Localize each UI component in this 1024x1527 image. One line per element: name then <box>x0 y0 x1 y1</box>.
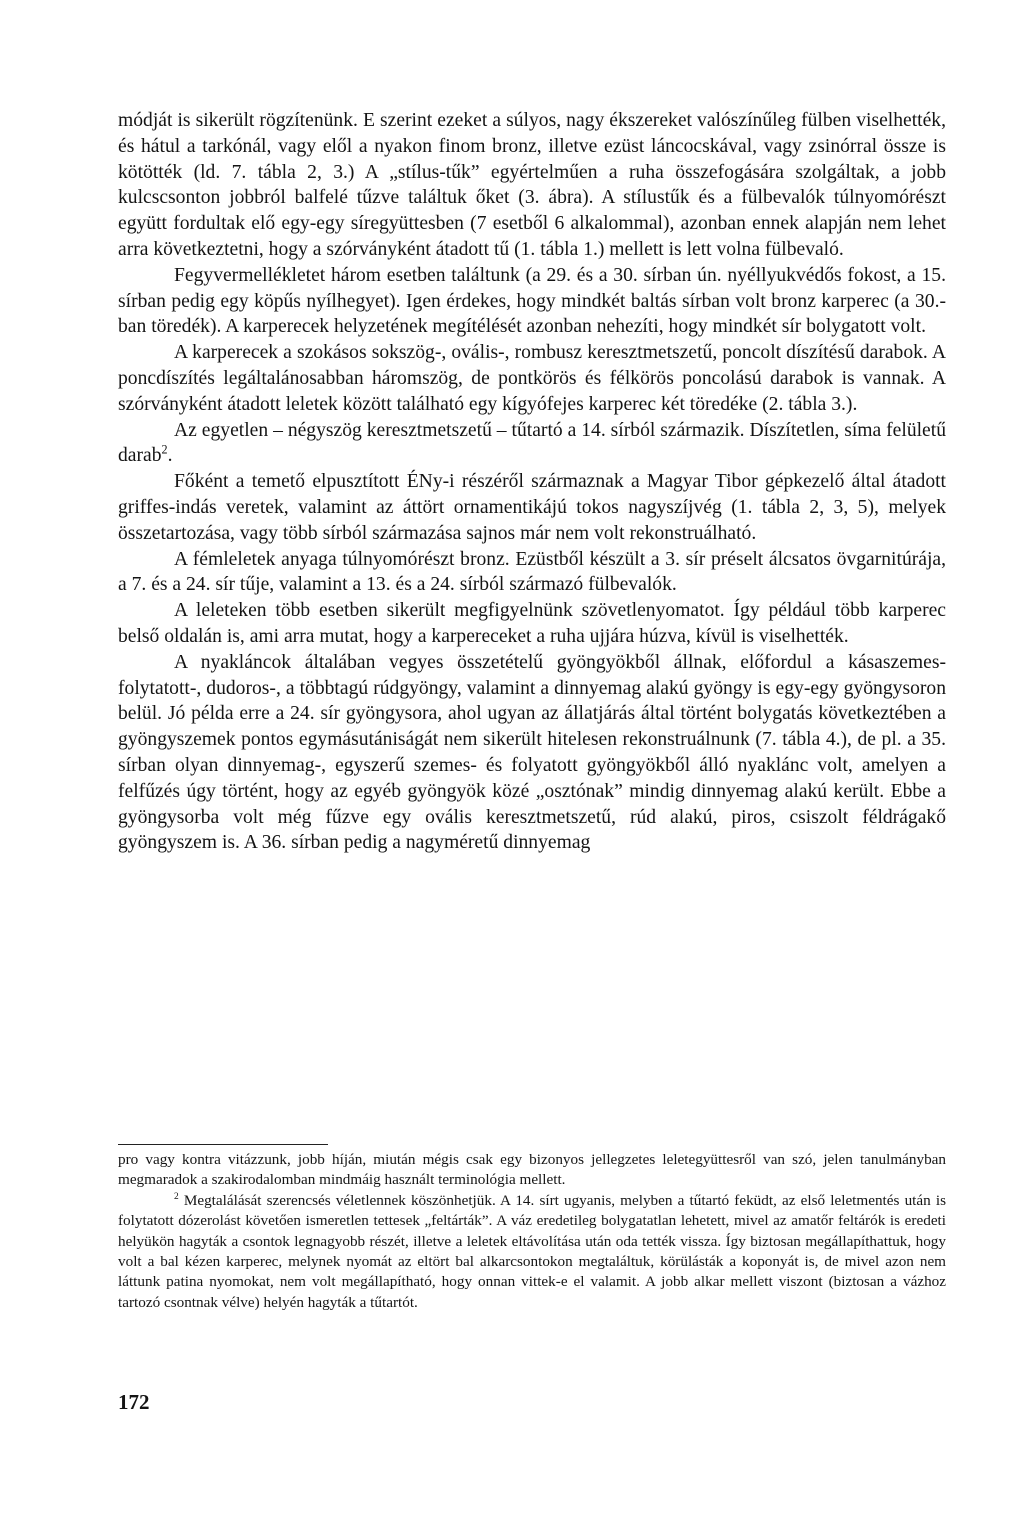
paragraph-4-end: . <box>167 445 173 467</box>
paragraph-8: A nyakláncok általában vegyes összetételű gyöngyökből állnak, előfordul a kásaszemes- folytatott-, dudoros-, a többtagú rúdgyöngy, valamint a dinnyemag alakú gyöngy is egy-egy gyöngysoron belül. Jó példa erre a 24. sír gyöngysora, ahol ugyan az állatjárás által történt bolygatás következtében a gyöngyszemek pontos egymásutániságát nem sikerült hitelesen rekonstruálnunk (7. tábla 4.), de pl. a 35. sírban olyan dinnyemag-, egyszerű szemes- és folyatott gyöngyökből álló nyaklánc volt, amelyen a felfűzés úgy történt, hogy az egyéb gyöngyök közé „osztónak” mindig dinnyemag alakú került. Ebbe a gyöngysorba volt még fűzve egy ovális keresztmetszetű, rúd alakú, piros, csiszolt féldrágakő gyöngyszem is. A 36. sírban pedig a nagyméretű dinnyemag <box>118 651 946 854</box>
paragraph-4 <box>118 418 946 470</box>
footnote-reference: 2 <box>161 442 168 457</box>
paragraph-3: A karperecek a szokásos sokszög-, ovális-, rombusz keresztmetszetű, poncolt díszítésű darabok. A poncdíszítés legáltalánosabban háromszög, de pontkörös és félkörös poncolású darabok is vannak. A szórványként átadott leletek között található egy kígyófejes karperec két töredéke (2. tábla 3.). <box>118 342 946 415</box>
footnotes <box>118 1150 946 1313</box>
body-text <box>118 108 946 856</box>
paragraph-7: A leleteken több esetben sikerült megfigyelnünk szövetlenyomatot. Így például több karperec belső oldalán is, ami arra mutat, hogy a karpereceket a ruha ujjára húzva, kívül is viselhették. <box>118 600 946 647</box>
footnote-separator <box>118 1144 328 1145</box>
paragraph-5: Főként a temető elpusztított ÉNy-i részéről származnak a Magyar Tibor gépkezelő által átadott griffes-indás veretek, valamint az áttört ornamentikájú tokos nagyszíjvég (1. tábla 2, 3, 5), melyek összetartozása, vagy több sírból származása sajnos már nem volt rekonstruálható. <box>118 471 946 544</box>
page-number: 172 <box>118 1390 150 1414</box>
footnote-2 <box>118 1191 946 1313</box>
footnote-2-marker: 2 <box>174 1191 179 1202</box>
paragraph-6: A fémleletek anyaga túlnyomórészt bronz. Ezüstből készült a 3. sír préselt álcsatos övgarnitúrája, a 7. és a 24. sír tűje, valamint a 13. és a 24. sírból származó fülbevalók. <box>118 548 946 596</box>
paragraph-4-text: Az egyetlen – négyszög keresztmetszetű – tűtartó a 14. sírból származik. Díszítetlen, síma felületű darab <box>118 419 946 467</box>
footnote-2-text: Megtalálását szerencsés véletlennek köszönhetjük. A 14. sírt ugyanis, melyben a tűtartó feküdt, az első leletmentés után is folytatott dózerolást követően ismeretlen tettesek „feltárták”. A váz eredetileg bolygatatlan lehetett, mivel az amatőr feltárók is eredeti helyükön hagyták a csontok legnagyobb részét, illetve a leletek eltávolítása után oda tették vissza. Így biztosan megállapíthattuk, hogy volt a bal kézen karperec, melynek nyomát az eltört bal alkarcsontokon megtaláltuk, körülásták a koponyát is, de mivel azon nem láttunk patina nyomokat, nem volt megállapítható, hogy onnan vittek-e el valamit. A jobb alkar mellett viszont (biztosan a vázhoz tartozó csontnak vélve) helyén hagyták a tűtartót. <box>118 1191 946 1311</box>
footnote-continued: pro vagy kontra vitázzunk, jobb híján, miután mégis csak egy bizonyos jellegzetes leletegyüttesről van szó, jelen tanulmányban megmaradok a szakirodalomban mindmáig használt terminológia mellett. <box>118 1151 946 1189</box>
paragraph-2: Fegyvermellékletet három esetben találtunk (a 29. és a 30. sírban ún. nyéllyukvédős fokost, a 15. sírban pedig egy köpűs nyílhegyet). Igen érdekes, hogy mindkét baltás sírban volt bronz karperec (a 30.-ban töredék). A karperecek helyzetének megítélését azonban nehezíti, hogy mindkét sír bolygatott volt. <box>118 264 946 338</box>
paragraph-1: módját is sikerült rögzítenünk. E szerint ezeket a súlyos, nagy ékszereket valószínűleg fülben viselhették, és hátul a tarkónál, vagy elől a nyakon finom bronz, illetve ezüst láncocskával, vagy zsinórral össze is kötötték (ld. 7. tábla 2, 3.) A „stílus-tűk” egyértelműen a ruha összefogására szolgáltak, a jobb kulcscsonton jobbról balfelé tűzve találtuk őket (3. ábra). A stílustűk és a fülbevalók túlnyomórészt együtt fordultak elő egy-egy síregyüttesben (7 esetből 6 alkalommal), azonban ennek alapján nem lehet arra következtetni, hogy a szórványként átadott tű (1. tábla 1.) mellett is lett volna fülbevaló. <box>118 110 946 260</box>
